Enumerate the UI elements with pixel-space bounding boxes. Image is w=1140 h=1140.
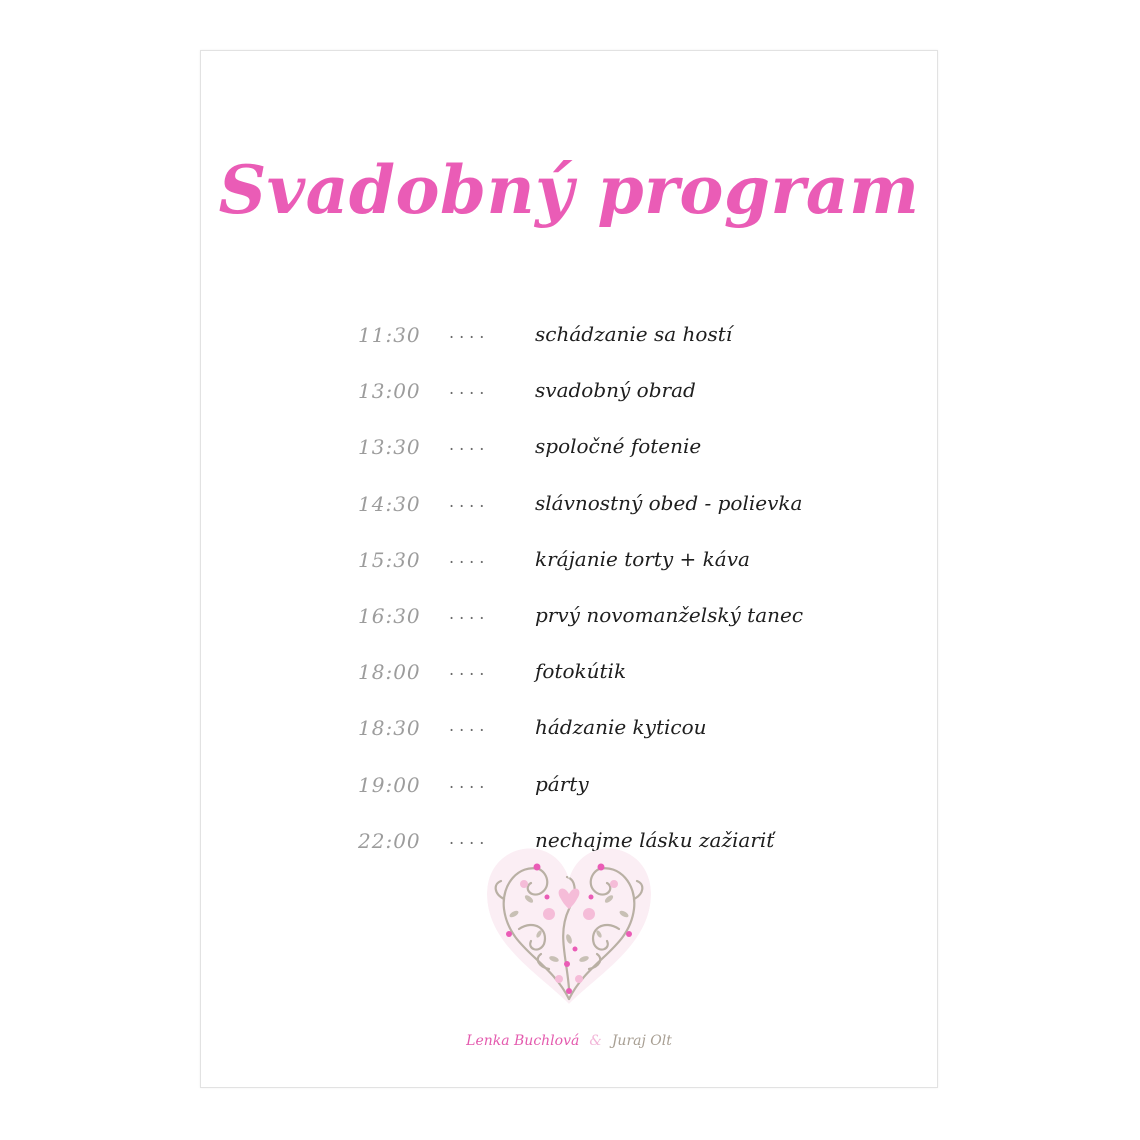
program-card xyxy=(200,50,938,1088)
schedule-event: spoločné fotenie xyxy=(535,434,702,459)
schedule-time: 19:00 xyxy=(358,772,421,797)
schedule-row xyxy=(201,594,937,650)
floral-heart-icon xyxy=(479,839,659,1009)
schedule-dots: .... xyxy=(449,491,490,511)
groom-name: Juraj Olt xyxy=(611,1033,672,1049)
ampersand: & xyxy=(589,1033,602,1049)
schedule-event: prvý novomanželský tanec xyxy=(535,602,804,627)
schedule-time: 22:00 xyxy=(358,828,421,853)
schedule-event: párty xyxy=(535,771,589,796)
schedule-list xyxy=(201,313,937,875)
schedule-event: fotokútik xyxy=(535,659,627,684)
schedule-dots: .... xyxy=(449,660,490,680)
schedule-dots: .... xyxy=(449,828,490,848)
schedule-event: hádzanie kyticou xyxy=(535,715,707,740)
schedule-dots: .... xyxy=(449,603,490,623)
schedule-time: 11:30 xyxy=(358,323,421,347)
schedule-event: krájanie torty + káva xyxy=(535,546,750,571)
schedule-row xyxy=(201,313,937,369)
schedule-time: 18:00 xyxy=(358,660,421,685)
schedule-dots: .... xyxy=(449,716,490,736)
schedule-row xyxy=(201,650,937,706)
schedule-time: 13:30 xyxy=(358,435,421,460)
schedule-time: 15:30 xyxy=(358,547,421,572)
schedule-dots: .... xyxy=(449,772,490,792)
schedule-event: schádzanie sa hostí xyxy=(535,322,733,346)
schedule-row xyxy=(201,706,937,762)
schedule-dots: .... xyxy=(449,379,490,399)
schedule-time: 14:30 xyxy=(358,491,421,516)
schedule-row xyxy=(201,763,937,819)
schedule-row xyxy=(201,538,937,594)
bride-name: Lenka Buchlová xyxy=(466,1033,580,1049)
schedule-row xyxy=(201,482,937,538)
page-title: Svadobný program xyxy=(218,151,920,229)
schedule-time: 16:30 xyxy=(358,603,421,628)
schedule-event: svadobný obrad xyxy=(535,378,696,403)
schedule-time: 13:00 xyxy=(358,379,421,404)
schedule-event: slávnostný obed - polievka xyxy=(535,490,803,515)
schedule-dots: .... xyxy=(449,547,490,567)
couple-names xyxy=(201,1033,937,1049)
schedule-row xyxy=(201,369,937,425)
schedule-dots: .... xyxy=(449,435,490,455)
schedule-time: 18:30 xyxy=(358,716,421,741)
schedule-event: nechajme lásku zažiariť xyxy=(535,827,775,852)
schedule-row xyxy=(201,425,937,481)
schedule-dots: .... xyxy=(449,323,490,342)
